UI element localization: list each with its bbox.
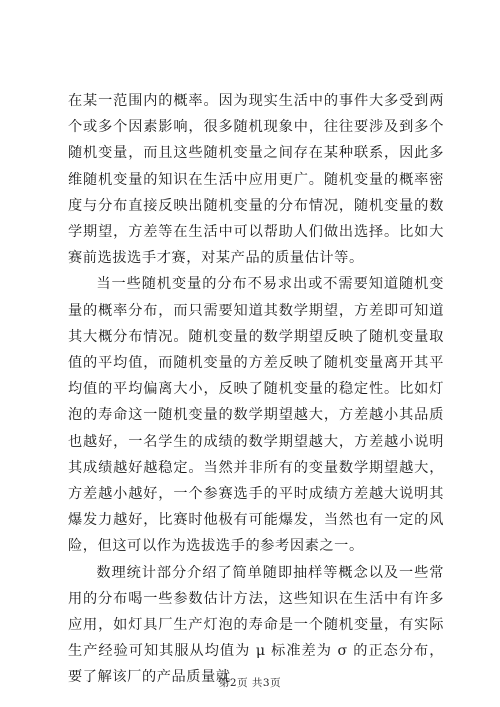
document-body: [68, 88, 444, 691]
paragraph-1: 在某一范围内的概率。因为现实生活中的事件大多受到两个或多个因素影响，很多随机现象中，往往要涉及到多个随机变量，而且这些随机变量之间存在某种联系，因此多维随机变量的知识在生活中应用更广。随机变量的概率密度与分布直接反映出随机变量的分布情况，随机变量的数学期望，方差等在生活中可以帮助人们做出选择。比如大赛前选拔选手才赛，对某产品的质量估计等。: [68, 93, 444, 267]
paragraph-2: 当一些随机变量的分布不易求出或不需要知道随机变量的概率分布，而只需要知道其数学期望，方差即可知道其大概分布情况。随机变量的数学期望反映了随机变量取值的平均值，而随机变量的方差反映了随机变量离开其平均值的平均偏离大小，反映了随机变量的稳定性。比如灯泡的寿命这一随机变量的数学期望越大，方差越小其品质也越好，一名学生的成绩的数学期望越大，方差越小说明其成绩越好越稳定。当然并非所有的变量数学期望越大，方差越小越好，一个参赛选手的平时成绩方差越大说明其爆发力越好，比赛时他极有可能爆发，当然也有一定的风险，但这可以作为选拔选手的参考因素之一。: [68, 276, 444, 555]
page-footer: 第2页 共3页: [218, 677, 282, 689]
paragraph-3: 数理统计部分介绍了简单随即抽样等概念以及一些常用的分布喝一些参数估计方法，这些知识在生活中有许多应用，如灯具厂生产灯泡的寿命是一个随机变量，有实际生产经验可知其服从均值为 μ 标准差为 σ 的正态分布，要了解该厂的产品质量就: [68, 564, 444, 686]
